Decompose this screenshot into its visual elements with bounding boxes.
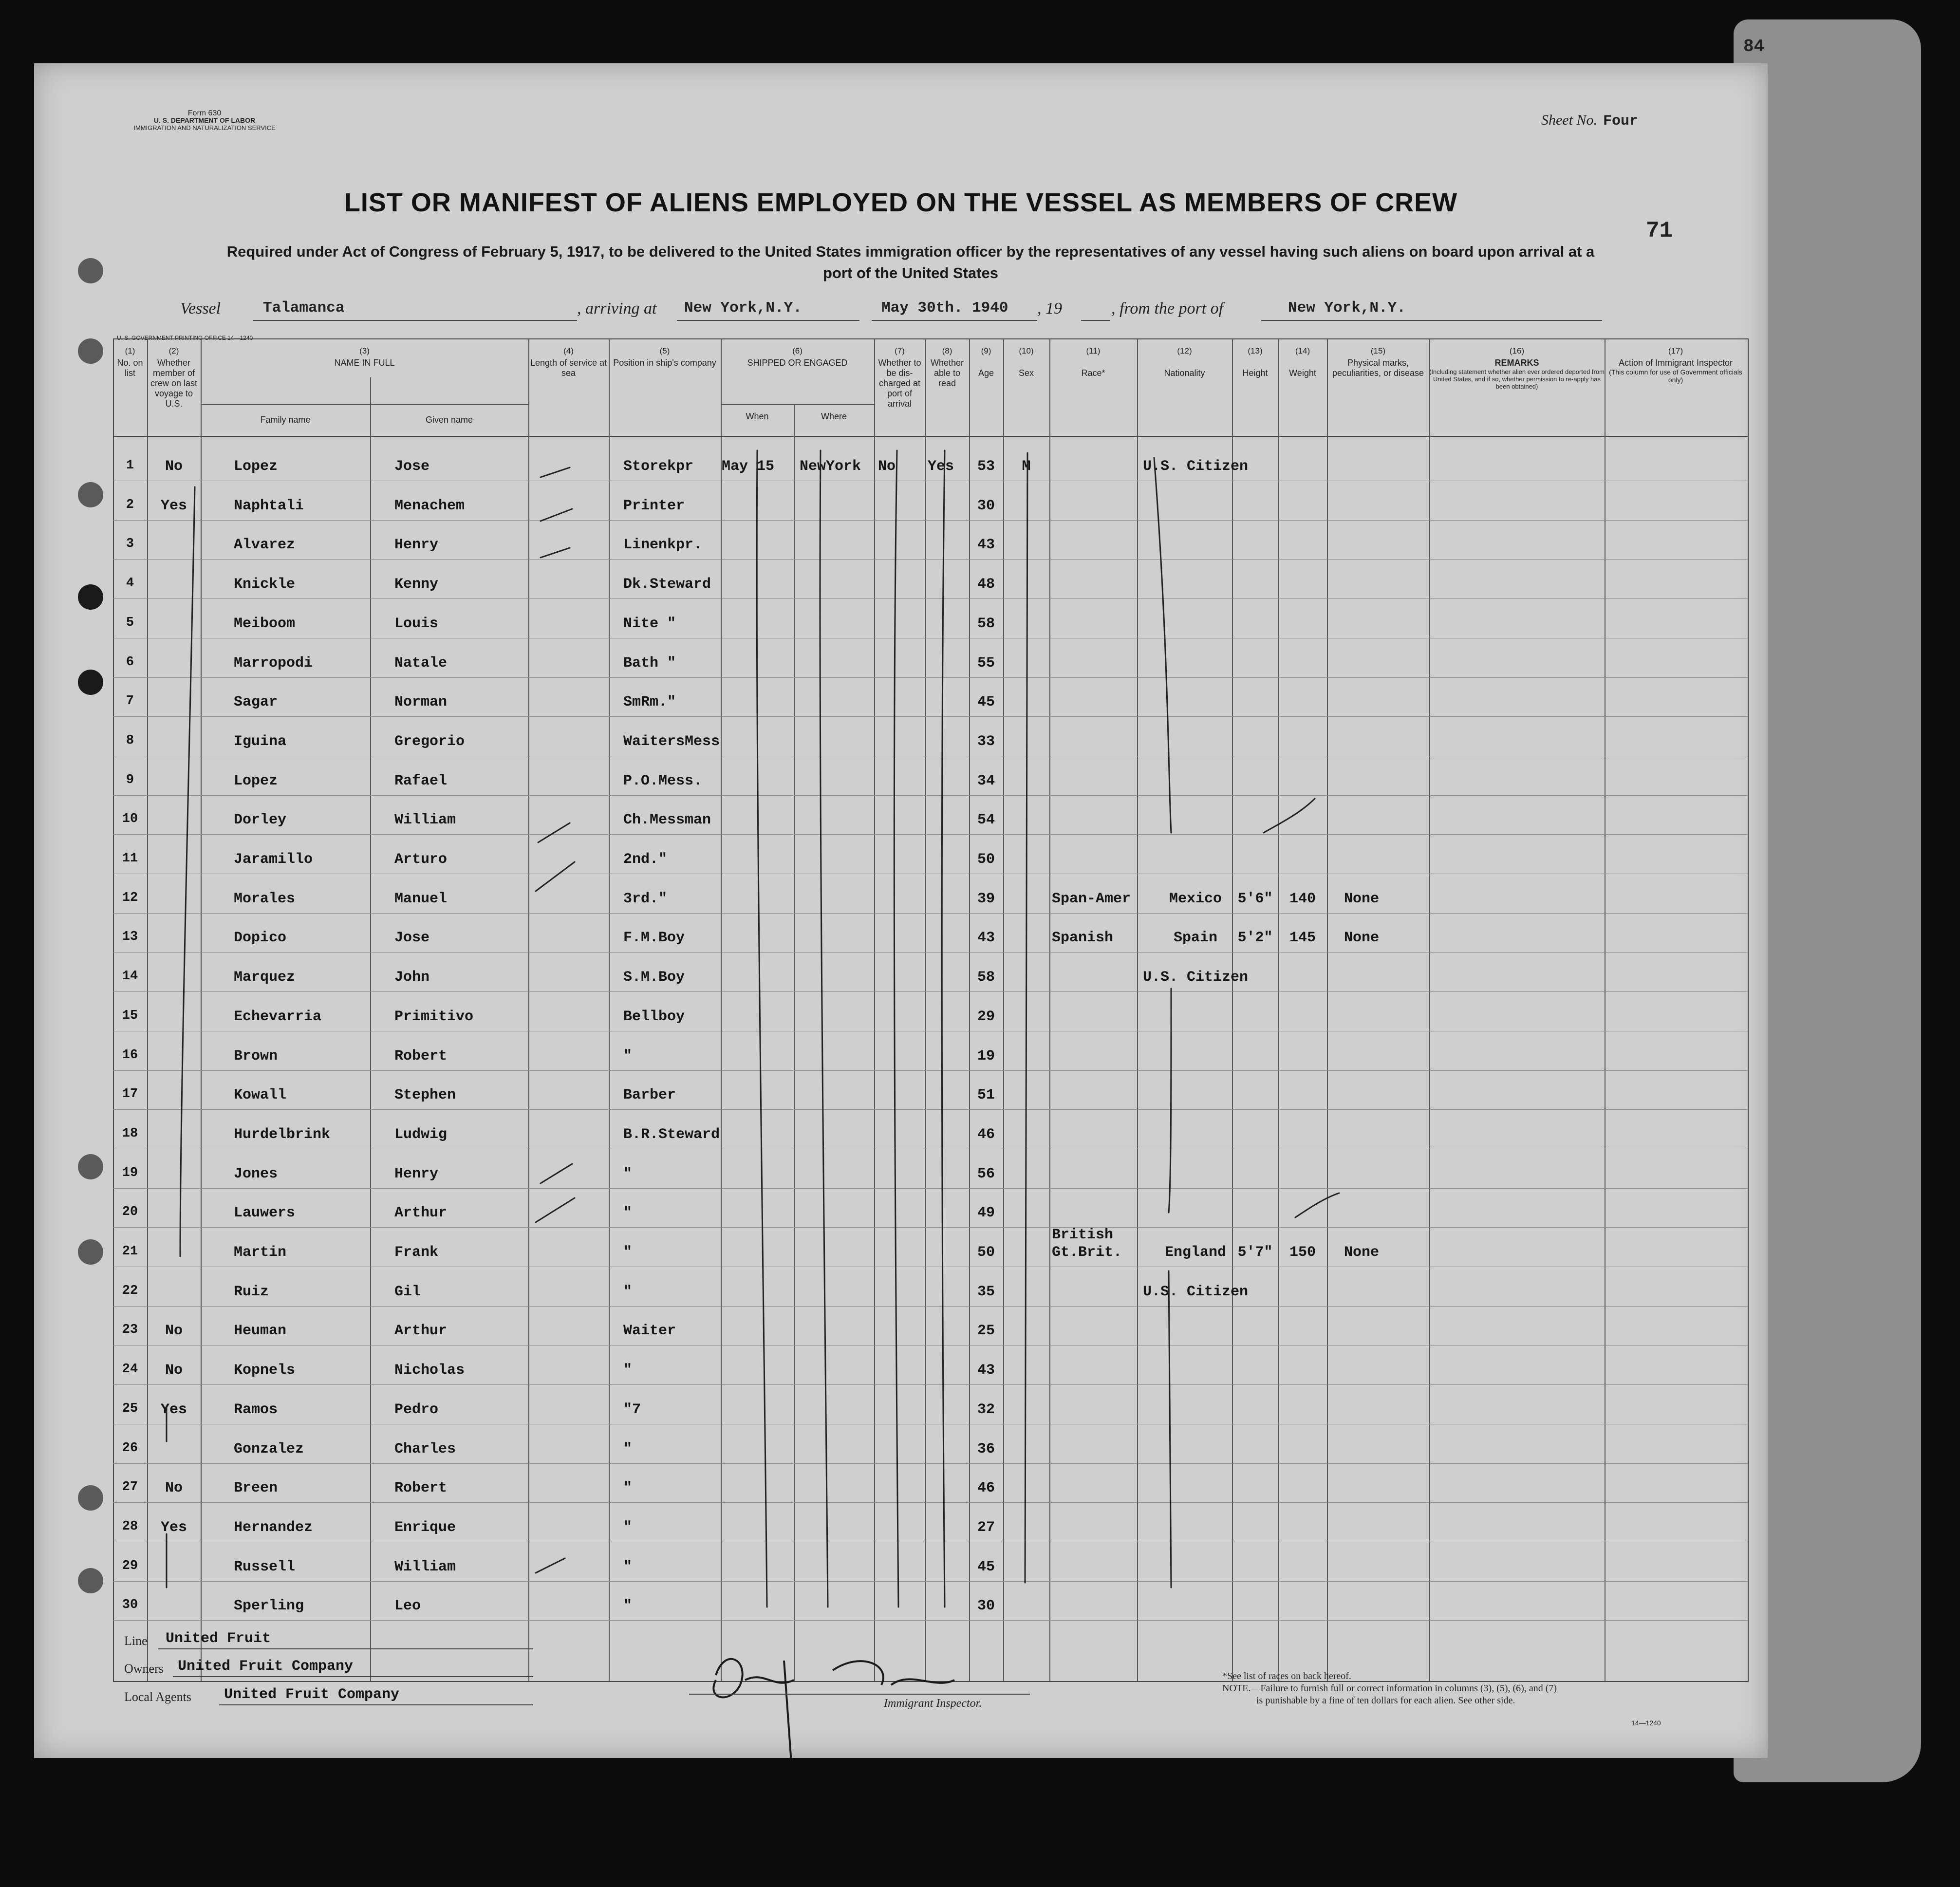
- cell-no: 27: [122, 1480, 138, 1495]
- cell-given: Enrique: [394, 1519, 456, 1536]
- cell-no: 25: [122, 1401, 138, 1416]
- ditto-line-nationality-2: [1169, 989, 1171, 1213]
- cell-given: Nicholas: [394, 1362, 465, 1379]
- cell-age: 45: [977, 1558, 995, 1575]
- cell-age: 46: [977, 1126, 995, 1143]
- cell-no: 14: [122, 969, 138, 984]
- ditto-line-when: [757, 450, 767, 1607]
- header-name-in-full: (3) NAME IN FULL: [334, 346, 395, 368]
- cell-given: Stephen: [394, 1087, 456, 1104]
- subtitle-line-2: port of the United States: [823, 264, 998, 281]
- cell-no: 28: [122, 1519, 138, 1534]
- footer-agents-value: United Fruit Company: [224, 1686, 400, 1703]
- cell-family: Marquez: [234, 969, 296, 986]
- cell-height: 5'6": [1237, 890, 1273, 907]
- binder-hole: [78, 670, 103, 695]
- cell-age: 27: [977, 1519, 995, 1536]
- header-weight: (14) Weight: [1289, 346, 1316, 378]
- cell-age: 55: [977, 654, 995, 672]
- cell-family: Martin: [234, 1244, 287, 1261]
- cell-race: British: [1052, 1227, 1114, 1243]
- cell-position: S.M.Boy: [623, 969, 685, 986]
- cell-marks: None: [1344, 890, 1380, 907]
- cell-position: ": [623, 1244, 633, 1261]
- cell-position: ": [623, 1598, 633, 1615]
- manifest-sheet: [34, 63, 1768, 1758]
- cell-age: 48: [977, 576, 995, 593]
- cell-age: 19: [977, 1047, 995, 1065]
- cell-position: Ch.Messman: [623, 812, 711, 829]
- department-name: U. S. DEPARTMENT OF LABOR: [153, 116, 256, 124]
- cell-no: 15: [122, 1008, 138, 1023]
- cell-position: Bellboy: [623, 1008, 685, 1025]
- cell-age: 49: [977, 1205, 995, 1222]
- cell-given: John: [394, 969, 430, 986]
- cell-position: ": [623, 1362, 633, 1379]
- stroke-height-weight-2: [1295, 1193, 1339, 1217]
- cell-given: William: [394, 812, 456, 829]
- header-able-to-read: (8) Whether able to read: [930, 346, 964, 388]
- cell-age: 25: [977, 1323, 995, 1340]
- cell-no: 8: [126, 733, 134, 748]
- cell-crew: No: [165, 1480, 183, 1497]
- cell-given: Menachem: [394, 497, 465, 514]
- binder-hole: [78, 338, 103, 364]
- cell-marks: None: [1344, 1244, 1380, 1261]
- cell-family: Sagar: [234, 694, 278, 711]
- cell-age: 50: [977, 851, 995, 868]
- cell-position: F.M.Boy: [623, 930, 685, 947]
- cell-when: May 15: [722, 458, 775, 475]
- ditto-line-nationality-3: [1169, 1271, 1171, 1588]
- sheet-number-label: Sheet No.: [1541, 112, 1597, 128]
- inspector-label: Immigrant Inspector.: [884, 1697, 982, 1710]
- stroke-length-service-4: [538, 823, 570, 842]
- cell-age: 46: [977, 1480, 995, 1497]
- cell-nationality: Mexico: [1169, 890, 1222, 907]
- cell-given: William: [394, 1558, 456, 1575]
- cell-crew: Yes: [160, 1401, 187, 1418]
- handwritten-marks: [34, 63, 1768, 1758]
- cell-family: Brown: [234, 1047, 278, 1065]
- cell-family: Alvarez: [234, 537, 296, 554]
- cell-given: Jose: [394, 458, 430, 475]
- header-remarks: (16) REMARKS (Including statement whether alien ever ordered deported from United States, and if so, whether permission to re-apply has been obtained): [1429, 346, 1605, 390]
- stamp-number: 71: [1646, 218, 1673, 243]
- cell-weight: 145: [1289, 930, 1316, 947]
- cell-no: 7: [126, 694, 134, 709]
- cell-crew: Yes: [160, 497, 187, 514]
- cell-family: Gonzalez: [234, 1440, 304, 1457]
- cell-given: Pedro: [394, 1401, 439, 1418]
- cell-given: Norman: [394, 694, 448, 711]
- cell-given: Ludwig: [394, 1126, 448, 1143]
- cell-no: 4: [126, 576, 134, 591]
- binder-hole: [78, 1239, 103, 1265]
- cell-family: Ramos: [234, 1401, 278, 1418]
- cell-position: ": [623, 1440, 633, 1457]
- cell-given: Rafael: [394, 772, 448, 789]
- cell-family: Lopez: [234, 458, 278, 475]
- cell-nationality: U.S. Citizen: [1142, 969, 1249, 986]
- cell-no: 10: [122, 812, 138, 827]
- arriving-port: New York,N.Y.: [684, 299, 802, 317]
- cell-family: Kopnels: [234, 1362, 296, 1379]
- cell-position: Storekpr: [623, 458, 694, 475]
- header-no-on-list: (1) No. on list: [117, 346, 143, 378]
- stroke-length-service-5: [536, 862, 575, 891]
- cell-age: 32: [977, 1401, 995, 1418]
- sheet-number-value: Four: [1603, 113, 1638, 130]
- cell-given: Arthur: [394, 1323, 448, 1340]
- cell-position: Waiter: [623, 1323, 676, 1340]
- cell-no: 21: [122, 1244, 138, 1259]
- header-physical-marks: (15) Physical marks, peculiarities, or disease: [1332, 346, 1424, 378]
- header-family-name: Family name: [260, 415, 311, 425]
- cell-position: SmRm.": [623, 694, 676, 711]
- cell-no: 9: [126, 772, 134, 787]
- header-crew-last-voyage: (2) Whether member of crew on last voyage to U.S.: [150, 346, 198, 409]
- cell-height: 5'7": [1237, 1244, 1273, 1261]
- cell-family: Ruiz: [234, 1283, 269, 1300]
- cell-given: Jose: [394, 930, 430, 947]
- cell-position: Dk.Steward: [623, 576, 711, 593]
- cell-family: Dorley: [234, 812, 287, 829]
- binder-hole: [78, 1568, 103, 1593]
- ditto-line-crew: [180, 487, 195, 1256]
- cell-discharged: No: [878, 458, 896, 475]
- cell-position: B.R.Steward: [623, 1126, 720, 1143]
- header-position: (5) Position in ship's company: [613, 346, 716, 368]
- arrival-date: May 30th. 1940: [881, 299, 1008, 317]
- cell-family: Heuman: [234, 1323, 287, 1340]
- cell-where: NewYork: [800, 458, 861, 475]
- cell-no: 12: [122, 890, 138, 905]
- cell-no: 20: [122, 1205, 138, 1220]
- cell-no: 6: [126, 654, 134, 670]
- cell-family: Lauwers: [234, 1205, 296, 1222]
- cell-age: 30: [977, 1598, 995, 1615]
- cell-race: Span-Amer: [1052, 890, 1131, 907]
- cell-position: ": [623, 1283, 633, 1300]
- header-discharged: (7) Whether to be dis- charged at port of arrival: [878, 346, 921, 409]
- subtitle-line-1: Required under Act of Congress of February 5, 1917, to be delivered to the United States immigration officer by the representatives of any vessel having such aliens on board upon arrival at a: [226, 243, 1595, 260]
- cell-position: P.O.Mess.: [623, 772, 703, 789]
- cell-no: 29: [122, 1558, 138, 1573]
- printing-office-line: U. S. GOVERNMENT PRINTING OFFICE 14—1240: [117, 335, 253, 341]
- cell-given: Robert: [394, 1480, 448, 1497]
- cell-family: Hernandez: [234, 1519, 313, 1536]
- stroke-length-service-1: [541, 467, 570, 477]
- footer-owners-value: United Fruit Company: [178, 1658, 354, 1675]
- cell-weight: 150: [1289, 1244, 1316, 1261]
- cell-no: 16: [122, 1047, 138, 1063]
- form-number: Form 630: [187, 109, 222, 117]
- header-when: When: [746, 411, 769, 421]
- cell-given: Arthur: [394, 1205, 448, 1222]
- cell-given: Gregorio: [394, 733, 465, 750]
- header-race: (11) Race*: [1081, 346, 1105, 378]
- cell-no: 3: [126, 537, 134, 552]
- document-title: LIST OR MANIFEST OF ALIENS EMPLOYED ON THE VESSEL AS MEMBERS OF CREW: [344, 188, 1458, 217]
- cell-age: 34: [977, 772, 995, 789]
- cell-position: 2nd.": [623, 851, 668, 868]
- cell-age: 56: [977, 1165, 995, 1182]
- cell-position: Nite ": [623, 615, 676, 632]
- header-sex: (10) Sex: [1018, 346, 1034, 378]
- cell-read: Yes: [928, 458, 954, 475]
- header-length-of-service: (4) Length of service at sea: [530, 346, 607, 378]
- cell-position: 3rd.": [623, 890, 668, 907]
- binder-hole: [78, 258, 103, 283]
- cell-age: 50: [977, 1244, 995, 1261]
- cell-position: Linenkpr.: [623, 537, 703, 554]
- cell-no: 1: [126, 458, 134, 473]
- cell-family: Sperling: [234, 1598, 304, 1615]
- cell-family: Breen: [234, 1480, 278, 1497]
- cell-age: 36: [977, 1440, 995, 1457]
- stroke-height-weight-1: [1264, 799, 1315, 833]
- cell-given: Louis: [394, 615, 439, 632]
- ditto-line-where: [820, 450, 828, 1607]
- from-port-label: , from the port of: [1111, 299, 1224, 318]
- cell-given: Robert: [394, 1047, 448, 1065]
- cell-no: 26: [122, 1440, 138, 1456]
- cell-family: Russell: [234, 1558, 296, 1575]
- cell-nationality: U.S. Citizen: [1142, 1283, 1249, 1300]
- binder-hole: [78, 584, 103, 610]
- cell-family: Marropodi: [234, 654, 313, 672]
- cell-given: Primitivo: [394, 1008, 474, 1025]
- cell-position: Printer: [623, 497, 685, 514]
- cell-crew: No: [165, 458, 183, 475]
- footnote-races: *See list of races on back hereof.: [1222, 1671, 1351, 1681]
- form-code: 14—1240: [1631, 1719, 1661, 1727]
- cell-given: Henry: [394, 537, 439, 554]
- cell-position: Barber: [623, 1087, 676, 1104]
- cell-crew: No: [165, 1323, 183, 1340]
- binder-hole: [78, 1485, 103, 1511]
- cell-family: Iguina: [234, 733, 287, 750]
- cell-age: 35: [977, 1283, 995, 1300]
- cell-marks: None: [1344, 930, 1380, 947]
- cell-position: ": [623, 1205, 633, 1222]
- cell-nationality: England: [1164, 1244, 1227, 1261]
- cell-no: 5: [126, 615, 134, 630]
- cell-age: 43: [977, 930, 995, 947]
- cell-family: Jaramillo: [234, 851, 313, 868]
- cell-family: Knickle: [234, 576, 296, 593]
- header-height: (13) Height: [1242, 346, 1268, 378]
- cell-family: Hurdelbrink: [234, 1126, 331, 1143]
- cell-position: ": [623, 1519, 633, 1536]
- cell-no: 2: [126, 497, 134, 512]
- cell-nationality: U.S. Citizen: [1142, 458, 1249, 475]
- service-name: IMMIGRATION AND NATURALIZATION SERVICE: [133, 124, 276, 131]
- cell-family: Meiboom: [234, 615, 296, 632]
- cell-given: Henry: [394, 1165, 439, 1182]
- cell-given: Gil: [394, 1283, 421, 1300]
- ditto-line-read: [942, 450, 945, 1607]
- cell-given: Kenny: [394, 576, 439, 593]
- cell-age: 39: [977, 890, 995, 907]
- cell-age: 51: [977, 1087, 995, 1104]
- cell-nationality: Spain: [1173, 930, 1217, 947]
- footer-owners-label: Owners: [124, 1662, 164, 1676]
- binder-hole: [78, 1154, 103, 1179]
- cell-age: 33: [977, 733, 995, 750]
- header-given-name: Given name: [425, 415, 473, 425]
- cell-family: Dopico: [234, 930, 287, 947]
- cell-weight: 140: [1289, 890, 1316, 907]
- binder-hole: [78, 482, 103, 507]
- footer-agents-label: Local Agents: [124, 1690, 191, 1704]
- cell-family: Echevarria: [234, 1008, 322, 1025]
- cell-no: 30: [122, 1598, 138, 1613]
- cell-race: Gt.Brit.: [1052, 1244, 1122, 1261]
- cell-position: "7: [623, 1401, 641, 1418]
- cell-no: 13: [122, 930, 138, 945]
- cell-no: 11: [122, 851, 138, 866]
- footer-line-value: United Fruit: [166, 1630, 271, 1647]
- cell-given: Manuel: [394, 890, 448, 907]
- cell-position: ": [623, 1047, 633, 1065]
- stroke-length-service-3: [541, 548, 570, 558]
- cell-crew: No: [165, 1362, 183, 1379]
- cell-age: 43: [977, 537, 995, 554]
- cell-age: 45: [977, 694, 995, 711]
- cell-position: ": [623, 1480, 633, 1497]
- footer-line-label: Line: [124, 1634, 148, 1648]
- stroke-length-service-6: [541, 1164, 572, 1183]
- ditto-line-nationality-1: [1154, 458, 1171, 833]
- header-action-inspector: (17) Action of Immigrant Inspector (This column for use of Government officials only): [1609, 346, 1742, 384]
- cell-no: 23: [122, 1323, 138, 1338]
- cell-given: Frank: [394, 1244, 439, 1261]
- cell-position: ": [623, 1165, 633, 1182]
- cell-race: Spanish: [1052, 930, 1114, 947]
- cell-age: 58: [977, 969, 995, 986]
- cell-given: Charles: [394, 1440, 456, 1457]
- cell-no: 17: [122, 1087, 138, 1102]
- cell-age: 30: [977, 497, 995, 514]
- cell-age: 54: [977, 812, 995, 829]
- cell-age: 43: [977, 1362, 995, 1379]
- cell-family: Kowall: [234, 1087, 287, 1104]
- cell-position: WaitersMess: [623, 733, 720, 750]
- cell-no: 22: [122, 1283, 138, 1298]
- stroke-length-service-8: [536, 1558, 565, 1573]
- footnote-penalty-1: NOTE.—Failure to furnish full or correct information in columns (3), (5), (6), and (7): [1222, 1683, 1557, 1694]
- cell-crew: Yes: [160, 1519, 187, 1536]
- ditto-line-sex: [1025, 453, 1027, 1583]
- cell-given: Leo: [394, 1598, 421, 1615]
- cell-given: Arturo: [394, 851, 448, 868]
- year-label: , 19: [1037, 299, 1062, 318]
- cell-age: 53: [977, 458, 995, 475]
- cell-no: 24: [122, 1362, 138, 1377]
- cell-age: 29: [977, 1008, 995, 1025]
- header-shipped-or-engaged: (6) SHIPPED OR ENGAGED: [747, 346, 848, 368]
- header-where: Where: [821, 411, 847, 421]
- vessel-name: Talamanca: [263, 299, 345, 317]
- cell-height: 5'2": [1237, 930, 1273, 947]
- stroke-length-service-2: [541, 509, 572, 521]
- from-port: New York,N.Y.: [1288, 299, 1406, 317]
- cell-family: Naphtali: [234, 497, 304, 514]
- cell-age: 58: [977, 615, 995, 632]
- cell-family: Lopez: [234, 772, 278, 789]
- cell-family: Morales: [234, 890, 296, 907]
- arriving-label: , arriving at: [577, 299, 657, 318]
- vessel-label: Vessel: [180, 299, 221, 318]
- header-age: (9) Age: [978, 346, 994, 378]
- cell-no: 19: [122, 1165, 138, 1180]
- cell-no: 18: [122, 1126, 138, 1141]
- cell-sex: M: [1022, 458, 1031, 475]
- cell-given: Natale: [394, 654, 448, 672]
- stroke-length-service-7: [536, 1198, 575, 1222]
- header-nationality: (12) Nationality: [1164, 346, 1205, 378]
- ditto-line-discharged: [894, 450, 898, 1607]
- cell-family: Jones: [234, 1165, 278, 1182]
- cell-position: ": [623, 1558, 633, 1575]
- cell-position: Bath ": [623, 654, 676, 672]
- footnote-penalty-2: is punishable by a fine of ten dollars for each alien. See other side.: [1256, 1695, 1515, 1706]
- corner-page-number: 84: [1743, 37, 1765, 56]
